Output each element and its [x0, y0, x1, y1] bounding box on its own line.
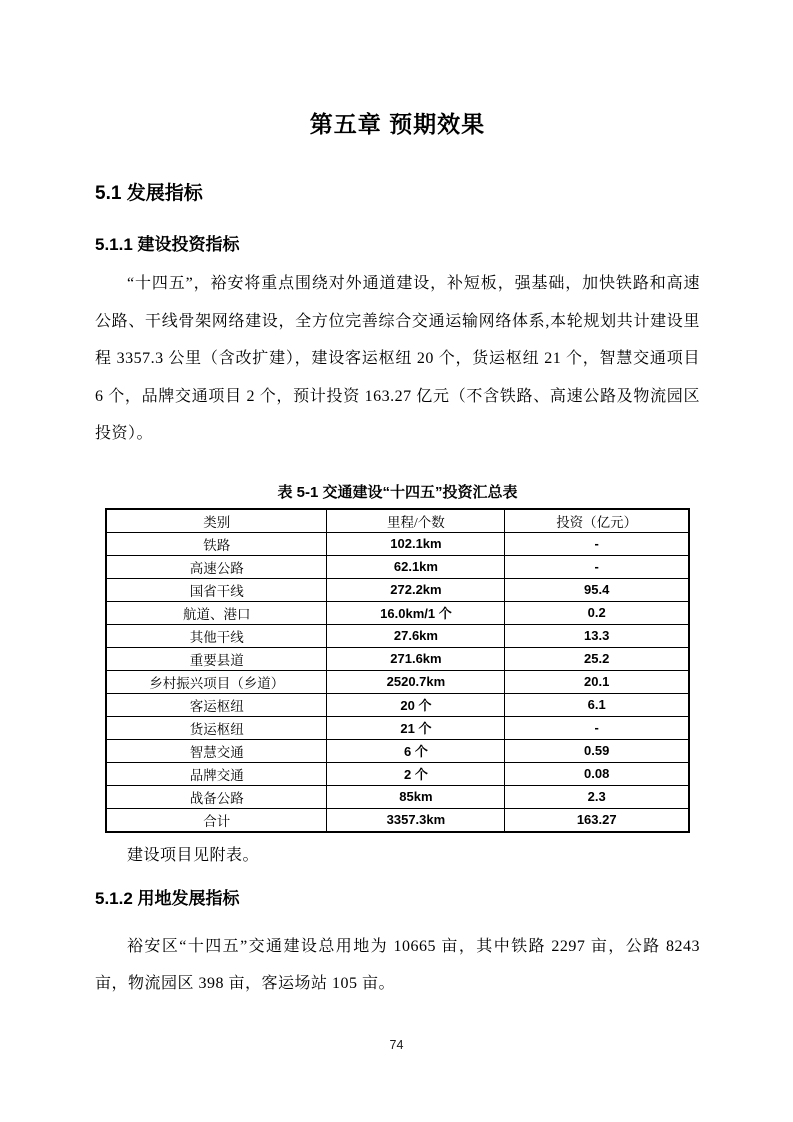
- cell-investment: 2.3: [505, 785, 689, 808]
- table-header-investment: 投资（亿元）: [505, 509, 689, 533]
- paragraph-land-use: 裕安区“十四五”交通建设总用地为 10665 亩，其中铁路 2297 亩，公路 8243 亩，物流园区 398 亩，客运场站 105 亩。: [95, 937, 700, 993]
- table-row-brand-transport: [106, 762, 689, 785]
- cell-category: 航道、港口: [106, 601, 327, 624]
- cell-investment: 0.2: [505, 601, 689, 624]
- cell-mileage: 20 个: [327, 693, 505, 716]
- cell-investment: 6.1: [505, 693, 689, 716]
- cell-mileage: 62.1km: [327, 555, 505, 578]
- cell-investment: -: [505, 555, 689, 578]
- cell-category: 其他干线: [106, 624, 327, 647]
- cell-category: 乡村振兴项目（乡道）: [106, 670, 327, 693]
- cell-mileage: 272.2km: [327, 578, 505, 601]
- cell-category: 高速公路: [106, 555, 327, 578]
- cell-category: 客运枢纽: [106, 693, 327, 716]
- investment-summary-table: [105, 508, 690, 833]
- chapter-title: 第五章 预期效果: [309, 111, 486, 137]
- table-header-row: [106, 509, 689, 533]
- cell-category: 品牌交通: [106, 762, 327, 785]
- cell-category: 国省干线: [106, 578, 327, 601]
- cell-category: 货运枢纽: [106, 716, 327, 739]
- table-row-rural-revitalization: [106, 670, 689, 693]
- table-header-category: 类别: [106, 509, 327, 533]
- table-row-expressway: [106, 555, 689, 578]
- table-row-smart-transport: [106, 739, 689, 762]
- page-number: 74: [389, 1038, 404, 1052]
- cell-investment: 25.2: [505, 647, 689, 670]
- paragraph-appendix-note: 建设项目见附表。: [127, 846, 260, 864]
- table-row-passenger-hub: [106, 693, 689, 716]
- cell-mileage: 85km: [327, 785, 505, 808]
- table-row-freight-hub: [106, 716, 689, 739]
- paragraph-investment-overview: “十四五”，裕安将重点围绕对外通道建设，补短板，强基础，加快铁路和高速公路、干线骨架网络建设，全方位完善综合交通运输网络体系,本轮规划共计建设里程 3357.3 公里（含改扩建），建设客运枢纽 20 个，货运枢纽 21 个，智慧交通项目 6 个，品牌交通项目 2 个，预计投资 163.27 亿元（不含铁路、高速公路及物流园区投资）。: [95, 275, 700, 443]
- cell-category: 铁路: [106, 532, 327, 555]
- cell-investment: -: [505, 716, 689, 739]
- cell-mileage: 102.1km: [327, 532, 505, 555]
- cell-mileage: 3357.3km: [327, 808, 505, 832]
- table-row-total: [106, 808, 689, 832]
- cell-mileage: 21 个: [327, 716, 505, 739]
- section-5-1-2-heading: 5.1.2 用地发展指标: [95, 888, 240, 908]
- cell-investment: 0.59: [505, 739, 689, 762]
- table-header-mileage-count: 里程/个数: [327, 509, 505, 533]
- cell-category: 合计: [106, 808, 327, 832]
- cell-mileage: 6 个: [327, 739, 505, 762]
- cell-mileage: 2520.7km: [327, 670, 505, 693]
- cell-category: 战备公路: [106, 785, 327, 808]
- cell-category: 重要县道: [106, 647, 327, 670]
- cell-investment: 163.27: [505, 808, 689, 832]
- table-row-key-county-road: [106, 647, 689, 670]
- cell-investment: 13.3: [505, 624, 689, 647]
- table-row-waterway-port: [106, 601, 689, 624]
- table-caption: 表 5-1 交通建设“十四五”投资汇总表: [277, 483, 518, 501]
- cell-mileage: 16.0km/1 个: [327, 601, 505, 624]
- table-row-national-provincial-trunk: [106, 578, 689, 601]
- table-row-other-trunk: [106, 624, 689, 647]
- table-row-railway: [106, 532, 689, 555]
- section-5-1-heading: 5.1 发展指标: [95, 183, 203, 204]
- cell-investment: -: [505, 532, 689, 555]
- cell-investment: 0.08: [505, 762, 689, 785]
- section-5-1-1-heading: 5.1.1 建设投资指标: [95, 235, 240, 254]
- cell-investment: 20.1: [505, 670, 689, 693]
- cell-investment: 95.4: [505, 578, 689, 601]
- cell-mileage: 271.6km: [327, 647, 505, 670]
- cell-category: 智慧交通: [106, 739, 327, 762]
- cell-mileage: 2 个: [327, 762, 505, 785]
- table-row-war-readiness-road: [106, 785, 689, 808]
- cell-mileage: 27.6km: [327, 624, 505, 647]
